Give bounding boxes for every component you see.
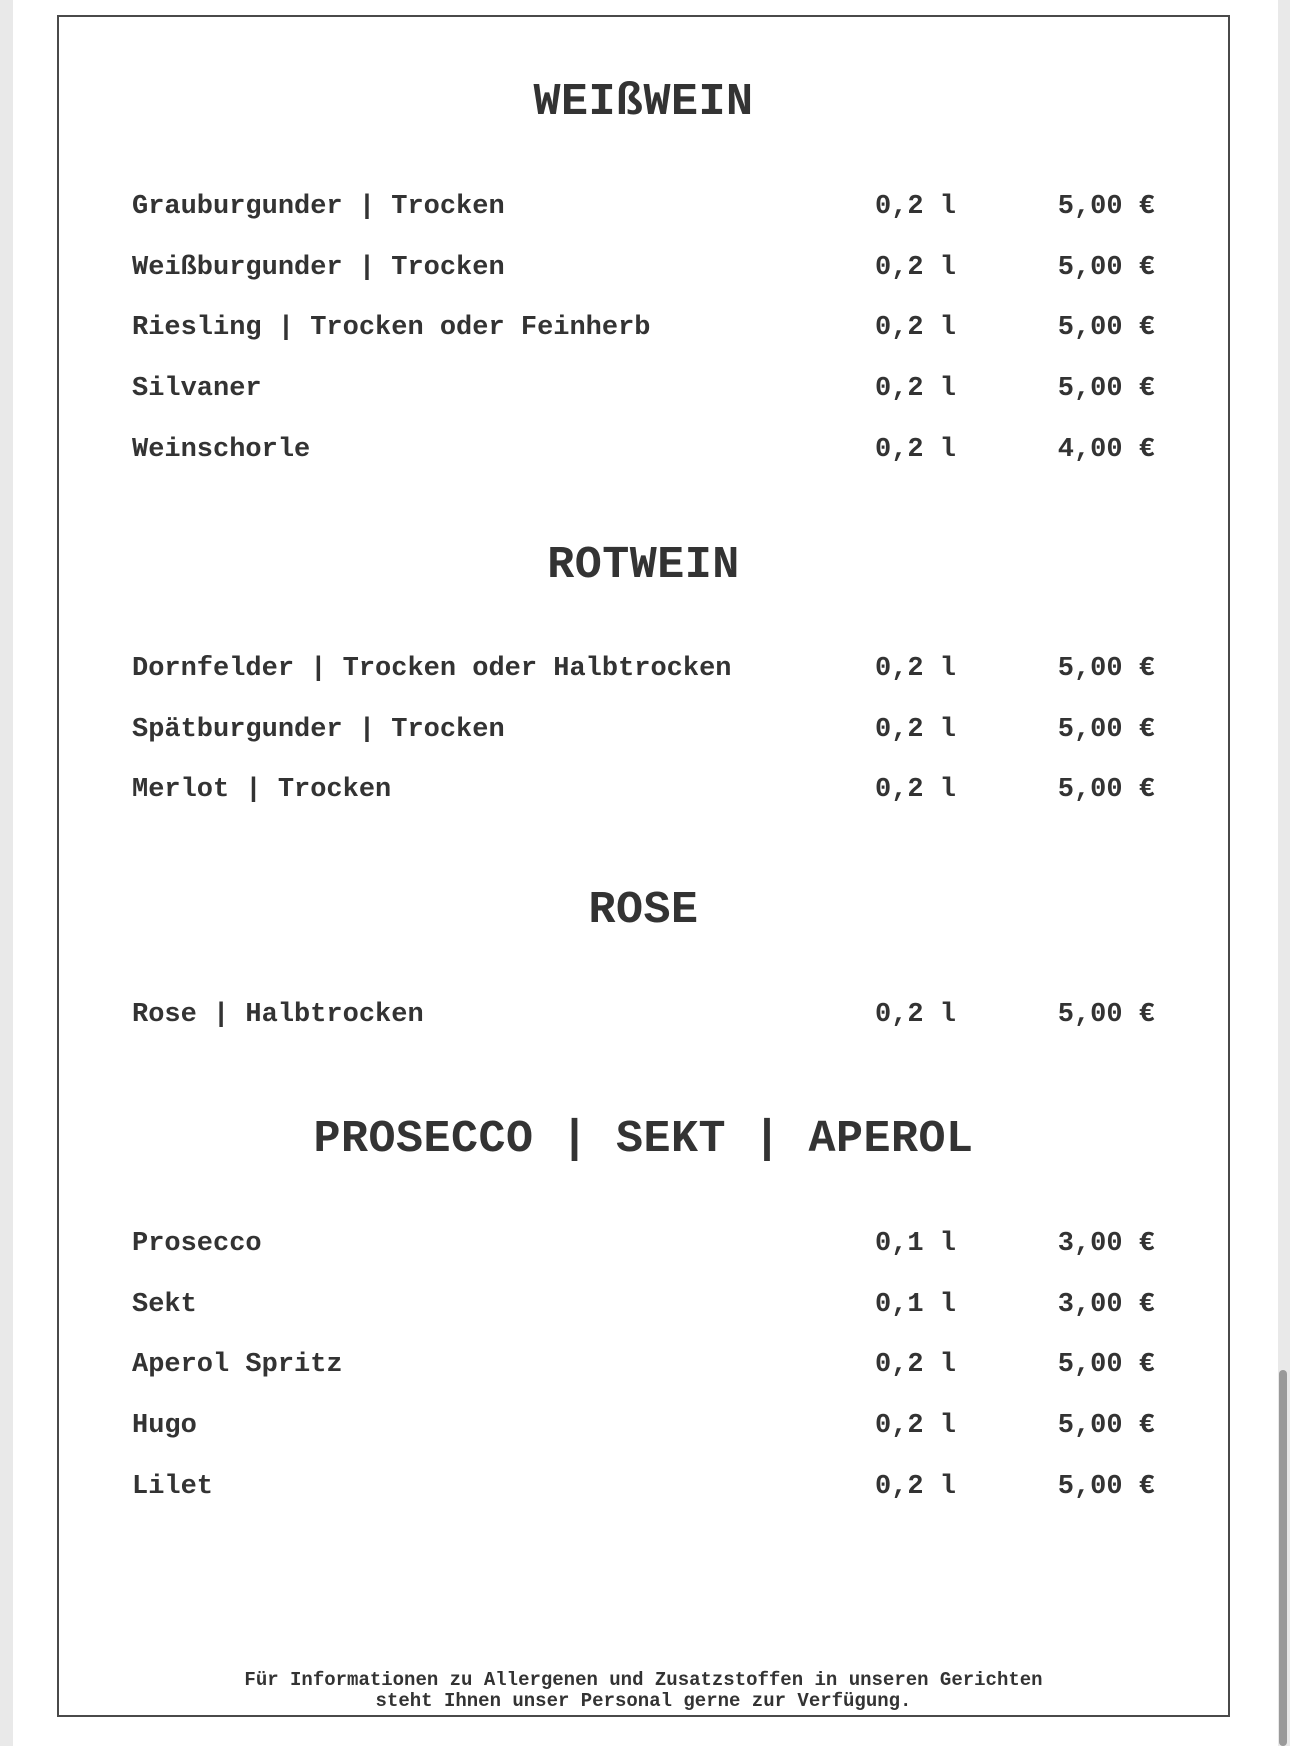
allergen-note — [59, 1670, 1228, 1712]
item-price: 5,00 € — [1057, 654, 1155, 684]
section-title-prosecco-sekt-aperol: PROSECCO | SEKT | APEROL — [313, 1114, 974, 1165]
item-price: 5,00 € — [1057, 1350, 1155, 1380]
item-volume: 0,1 l — [875, 1290, 957, 1320]
menu-item — [59, 1411, 1228, 1451]
item-name: Weißburgunder | Trocken — [132, 253, 505, 283]
item-name: Lilet — [132, 1472, 214, 1502]
item-price: 5,00 € — [1057, 1000, 1155, 1030]
item-name: Prosecco — [132, 1229, 262, 1259]
allergen-note-line-1: Für Informationen zu Allergenen und Zusatzstoffen in unseren Gerichten — [244, 1669, 1043, 1691]
menu-item — [59, 253, 1228, 293]
item-name: Merlot | Trocken — [132, 775, 392, 805]
menu-item — [59, 1229, 1228, 1269]
item-name: Sekt — [132, 1290, 197, 1320]
section-title-rose: ROSE — [588, 885, 699, 936]
item-volume: 0,2 l — [875, 1350, 957, 1380]
item-price: 5,00 € — [1057, 374, 1155, 404]
menu-item — [59, 654, 1228, 694]
menu-item — [59, 715, 1228, 755]
menu-item — [59, 1472, 1228, 1512]
item-price: 5,00 € — [1057, 253, 1155, 283]
item-price: 5,00 € — [1057, 775, 1155, 805]
section-title-rotwein: ROTWEIN — [547, 540, 740, 591]
scrollbar[interactable] — [1278, 0, 1290, 1746]
item-name: Grauburgunder | Trocken — [132, 192, 505, 222]
item-volume: 0,2 l — [875, 253, 957, 283]
item-volume: 0,2 l — [875, 715, 957, 745]
menu-item — [59, 1350, 1228, 1390]
item-price: 5,00 € — [1057, 1472, 1155, 1502]
allergen-note-line-2: steht Ihnen unser Personal gerne zur Verfügung. — [375, 1690, 912, 1712]
section-title-weisswein: WEIßWEIN — [533, 77, 754, 128]
item-name: Aperol Spritz — [132, 1350, 343, 1380]
item-name: Riesling | Trocken oder Feinherb — [132, 313, 651, 343]
item-volume: 0,2 l — [875, 1411, 957, 1441]
item-price: 5,00 € — [1057, 1411, 1155, 1441]
document-viewer — [13, 0, 1278, 1746]
item-volume: 0,1 l — [875, 1229, 957, 1259]
item-volume: 0,2 l — [875, 435, 957, 465]
item-volume: 0,2 l — [875, 775, 957, 805]
item-volume: 0,2 l — [875, 1000, 957, 1030]
menu-item — [59, 313, 1228, 353]
menu-item — [59, 192, 1228, 232]
menu-item — [59, 1000, 1228, 1040]
item-name: Silvaner — [132, 374, 262, 404]
item-name: Hugo — [132, 1411, 197, 1441]
item-name: Spätburgunder | Trocken — [132, 715, 505, 745]
item-volume: 0,2 l — [875, 192, 957, 222]
item-price: 5,00 € — [1057, 715, 1155, 745]
item-price: 5,00 € — [1057, 192, 1155, 222]
menu-item — [59, 1290, 1228, 1330]
item-volume: 0,2 l — [875, 313, 957, 343]
menu-item — [59, 374, 1228, 414]
item-name: Rose | Halbtrocken — [132, 1000, 424, 1030]
item-name: Weinschorle — [132, 435, 311, 465]
menu-item — [59, 775, 1228, 815]
menu-item — [59, 435, 1228, 475]
item-price: 5,00 € — [1057, 313, 1155, 343]
item-price: 3,00 € — [1057, 1290, 1155, 1320]
item-price: 3,00 € — [1057, 1229, 1155, 1259]
item-name: Dornfelder | Trocken oder Halbtrocken — [132, 654, 732, 684]
scrollbar-thumb[interactable] — [1279, 1370, 1287, 1746]
menu-page — [57, 15, 1230, 1717]
item-volume: 0,2 l — [875, 654, 957, 684]
item-price: 4,00 € — [1057, 435, 1155, 465]
item-volume: 0,2 l — [875, 374, 957, 404]
item-volume: 0,2 l — [875, 1472, 957, 1502]
